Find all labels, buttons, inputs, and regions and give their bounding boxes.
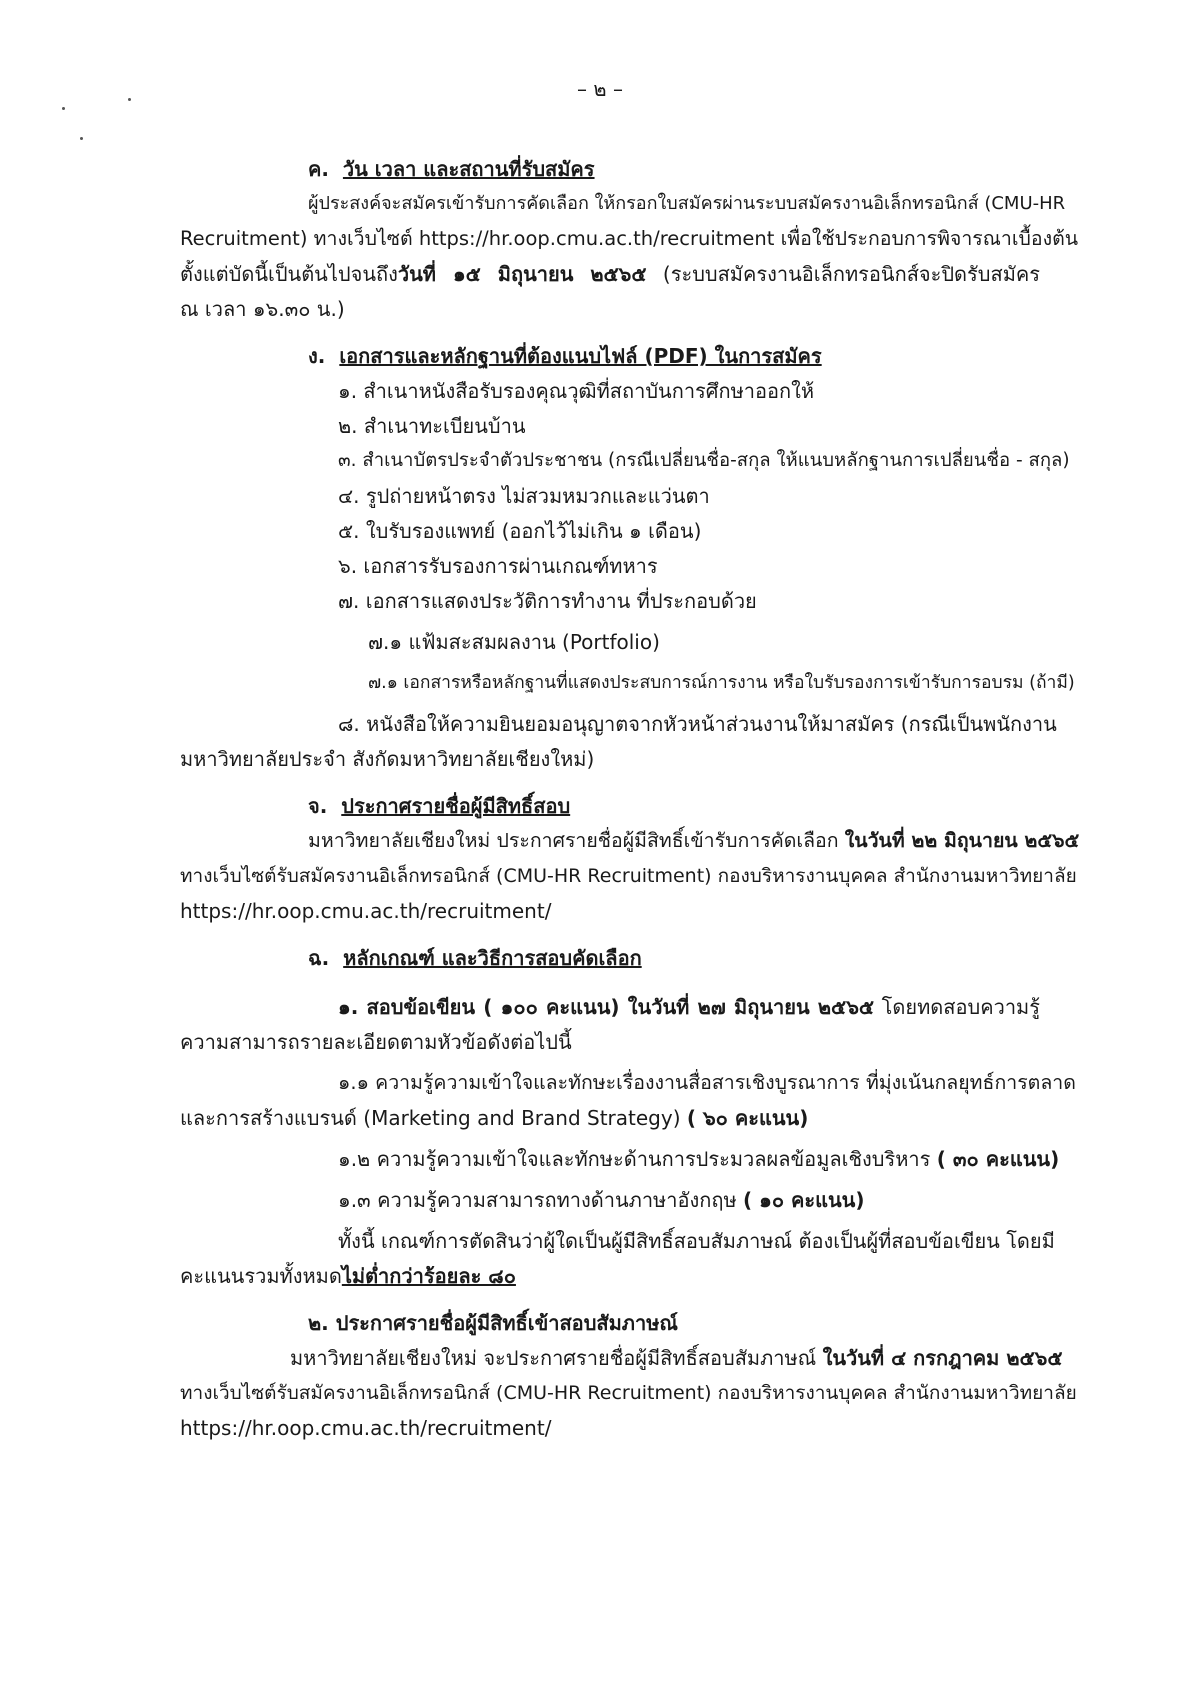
- list-item: ๓. สำเนาบัตรประจำตัวประชาชน (กรณีเปลี่ยนชื่อ-สกุล ให้แนบหลักฐานการเปลี่ยนชื่อ - สกุล): [338, 450, 1070, 471]
- section-e-url: https://hr.oop.cmu.ac.th/recruitment/: [180, 899, 552, 923]
- interview-date: ในวันที่ ๔ กรกฎาคม ๒๕๖๕: [822, 1346, 1063, 1370]
- list-item: ๔. รูปถ่ายหน้าตรง ไม่สวมหมวกและแว่นตา: [338, 484, 710, 508]
- scan-speck: [62, 107, 65, 110]
- section-c-line-1: ผู้ประสงค์จะสมัครเข้ารับการคัดเลือก ให้กรอกใบสมัครผ่านระบบสมัครงานอิเล็กทรอนิกส์ (CMU-HR: [308, 193, 1066, 214]
- criteria-line-1: ทั้งนี้ เกณฑ์การตัดสินว่าผู้ใดเป็นผู้มีสิทธิ์สอบสัมภาษณ์ ต้องเป็นผู้ที่สอบข้อเขียน โดยมี: [338, 1229, 1055, 1253]
- topic-1-3-score: ( ๑๐ คะแนน): [743, 1188, 865, 1212]
- topic-1-3: [338, 1183, 864, 1217]
- written-exam-tail: โดยทดสอบความรู้: [874, 995, 1040, 1019]
- section-c-heading: [308, 152, 595, 186]
- section-c-title: วัน เวลา และสถานที่รับสมัคร: [342, 157, 595, 181]
- section-e-heading: [308, 789, 570, 823]
- topic-1-2: [338, 1142, 1059, 1176]
- section-e-line-2: ทางเว็บไซต์รับสมัครงานอิเล็กทรอนิกส์ (CMU-HR Recruitment) กองบริหารงานบุคคล สำนักงานมหาวิทยาลัย: [180, 865, 1077, 887]
- interview-url: https://hr.oop.cmu.ac.th/recruitment/: [180, 1416, 552, 1440]
- topic-1-1-line-1: ๑.๑ ความรู้ความเข้าใจและทักษะเรื่องงานสื่อสารเชิงบูรณาการ ที่มุ่งเน้นกลยุทธ์การตลาด: [338, 1071, 1076, 1094]
- section-f-title: หลักเกณฑ์ และวิธีการสอบคัดเลือก: [343, 946, 642, 970]
- topic-1-1-score: ( ๖๐ คะแนน): [686, 1106, 809, 1130]
- topic-1-1-text: และการสร้างแบรนด์ (Marketing and Brand Strategy): [180, 1106, 687, 1130]
- interview-line-1: [290, 1341, 1063, 1375]
- section-d-marker: ง.: [308, 344, 326, 368]
- announcement-date: ในวันที่ ๒๒ มิถุนายน ๒๕๖๕: [844, 829, 1080, 852]
- list-item-8-line-1: ๘. หนังสือให้ความยินยอมอนุญาตจากหัวหน้าส่วนงานให้มาสมัคร (กรณีเป็นพนักงาน: [338, 712, 1057, 736]
- written-exam-title: ๑. สอบข้อเขียน ( ๑๐๐ คะแนน) ในวันที่ ๒๗ มิถุนายน ๒๕๖๕: [338, 995, 875, 1019]
- interview-line-1-text: มหาวิทยาลัยเชียงใหม่ จะประกาศรายชื่อผู้มีสิทธิ์สอบสัมภาษณ์: [290, 1346, 823, 1370]
- section-d-heading: [308, 339, 822, 373]
- section-f-marker: ฉ.: [308, 946, 330, 970]
- section-e-title: ประกาศรายชื่อผู้มีสิทธิ์สอบ: [341, 794, 571, 818]
- topic-1-3-text: ๑.๓ ความรู้ความสามารถทางด้านภาษาอังกฤษ: [338, 1188, 744, 1212]
- section-e-line-1-text: มหาวิทยาลัยเชียงใหม่ ประกาศรายชื่อผู้มีสิทธิ์เข้ารับการคัดเลือก: [308, 829, 845, 852]
- list-item: ๑. สำเนาหนังสือรับรองคุณวุฒิที่สถาบันการศึกษาออกให้: [338, 379, 815, 403]
- section-c-line-3-tail: (ระบบสมัครงานอิเล็กทรอนิกส์จะปิดรับสมัคร: [646, 262, 1040, 286]
- sub-list-item: ๗.๑ แฟ้มสะสมผลงาน (Portfolio): [368, 630, 660, 654]
- section-c-line-2: Recruitment) ทางเว็บไซต์ https://hr.oop.cmu.ac.th/recruitment เพื่อใช้ประกอบการพิจารณาเบื้องต้น: [180, 227, 1079, 250]
- section-e-marker: จ.: [308, 794, 328, 818]
- sub-list-item: ๗.๑ เอกสารหรือหลักฐานที่แสดงประสบการณ์การงาน หรือใบรับรองการเข้ารับการอบรม (ถ้ามี): [368, 673, 1075, 693]
- section-e-line-1: [308, 824, 1080, 858]
- section-c-line-3: [180, 257, 1040, 291]
- list-item: ๖. เอกสารรับรองการผ่านเกณฑ์ทหาร: [338, 554, 658, 578]
- topic-1-2-text: ๑.๒ ความรู้ความเข้าใจและทักษะด้านการประมวลผลข้อมูลเชิงบริหาร: [338, 1147, 937, 1171]
- interview-heading: ๒. ประกาศรายชื่อผู้มีสิทธิ์เข้าสอบสัมภาษณ์: [308, 1311, 678, 1335]
- list-item: ๗. เอกสารแสดงประวัติการทำงาน ที่ประกอบด้วย: [338, 589, 757, 613]
- list-item: ๕. ใบรับรองแพทย์ (ออกไว้ไม่เกิน ๑ เดือน): [338, 519, 702, 543]
- criteria-text: คะแนนรวมทั้งหมด: [180, 1264, 342, 1288]
- written-exam-line-2: ความสามารถรายละเอียดตามหัวข้อดังต่อไปนี้: [180, 1030, 572, 1054]
- section-d-title: เอกสารและหลักฐานที่ต้องแนบไฟล์ (PDF) ในการสมัคร: [339, 344, 822, 368]
- section-c-line-3-text: ตั้งแต่บัดนี้เป็นต้นไปจนถึง: [180, 262, 398, 286]
- topic-1-2-score: ( ๓๐ คะแนน): [936, 1147, 1060, 1171]
- list-item-8-line-2: มหาวิทยาลัยประจำ สังกัดมหาวิทยาลัยเชียงใหม่): [180, 747, 595, 771]
- deadline-date: วันที่ ๑๕ มิถุนายน ๒๕๖๕: [397, 262, 647, 286]
- interview-line-2: ทางเว็บไซต์รับสมัครงานอิเล็กทรอนิกส์ (CMU-HR Recruitment) กองบริหารงานบุคคล สำนักงานมหาวิทยาลัย: [180, 1382, 1077, 1404]
- scan-speck: [80, 137, 83, 140]
- minimum-score: ไม่ต่ำกว่าร้อยละ ๘๐: [341, 1264, 516, 1288]
- written-exam-line-1: [338, 990, 1040, 1024]
- criteria-line-2: [180, 1259, 516, 1293]
- section-c-marker: ค.: [308, 157, 329, 181]
- section-c-line-4: ณ เวลา ๑๖.๓๐ น.): [180, 297, 345, 321]
- list-item: ๒. สำเนาทะเบียนบ้าน: [338, 414, 526, 438]
- topic-1-1-line-2: [180, 1101, 808, 1135]
- page-number: – ๒ –: [577, 77, 623, 101]
- section-f-heading: [308, 941, 642, 975]
